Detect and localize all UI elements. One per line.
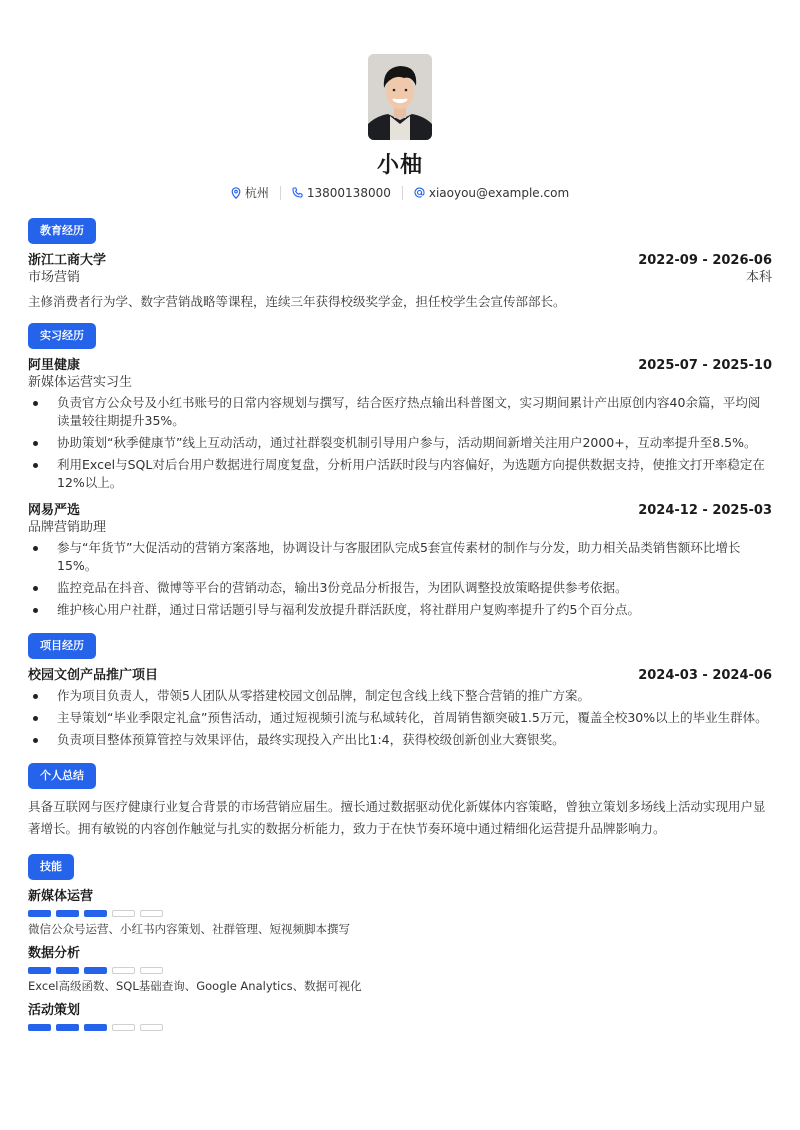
section-title: 项目经历 xyxy=(28,633,96,659)
email-icon xyxy=(414,187,425,198)
section-title: 实习经历 xyxy=(28,323,96,349)
level-segment-filled xyxy=(84,967,107,974)
level-segment-empty xyxy=(140,967,163,974)
school-name: 浙江工商大学 xyxy=(28,253,107,268)
bullet-item: 参与“年货节”大促活动的营销方案落地，协调设计与客服团队完成5套宣传素材的制作与分发，助力相关品类销售额环比增长15%。 xyxy=(28,539,772,575)
internship-date: 2024-12 - 2025-03 xyxy=(638,503,772,518)
profile-photo xyxy=(368,54,432,140)
candidate-name: 小柚 xyxy=(376,153,423,178)
skill-level-bar xyxy=(28,967,772,974)
role: 品牌营销助理 xyxy=(28,520,107,535)
skill-description: Excel高级函数、SQL基础查询、Google Analytics、数据可视化 xyxy=(28,979,362,993)
skill-item xyxy=(28,1002,772,1031)
level-segment-filled xyxy=(84,1024,107,1031)
skill-item xyxy=(28,945,772,994)
degree: 本科 xyxy=(745,270,772,285)
bullet-item: 维护核心用户社群，通过日常话题引导与福利发放提升群活跃度，将社群用户复购率提升了约5个百分点。 xyxy=(28,601,772,619)
level-segment-filled xyxy=(56,1024,79,1031)
education-description: 主修消费者行为学、数字营销战略等课程，连续三年获得校级奖学金，担任校学生会宣传部部长。 xyxy=(28,294,566,309)
level-segment-filled xyxy=(28,910,51,917)
contact-email[interactable] xyxy=(414,186,569,200)
bullet-list xyxy=(28,687,772,749)
skill-name: 活动策划 xyxy=(28,1003,81,1018)
bullet-item: 监控竞品在抖音、微博等平台的营销动态，输出3份竞品分析报告，为团队调整投放策略提供参考依据。 xyxy=(28,579,772,597)
skill-level-bar xyxy=(28,1024,772,1031)
skill-name: 数据分析 xyxy=(28,946,81,961)
level-segment-filled xyxy=(56,910,79,917)
bullet-list xyxy=(28,394,772,492)
section-internship xyxy=(28,323,772,619)
level-segment-empty xyxy=(112,1024,135,1031)
contact-phone[interactable] xyxy=(292,186,391,200)
summary-text: 具备互联网与医疗健康行业复合背景的市场营销应届生。擅长通过数据驱动优化新媒体内容策略，曾独立策划多场线上活动实现用户显著增长。拥有敏锐的内容创作触觉与扎实的数据分析能力，致力于在快节奏环境中通过精细化运营提升品牌影响力。 xyxy=(28,799,766,836)
skill-item xyxy=(28,888,772,937)
divider xyxy=(402,186,403,200)
company-name: 网易严选 xyxy=(28,503,81,518)
level-segment-empty xyxy=(140,910,163,917)
skill-description: 微信公众号运营、小红书内容策划、社群管理、短视频脚本撰写 xyxy=(28,922,350,936)
skill-level-bar xyxy=(28,910,772,917)
location-text: 杭州 xyxy=(244,186,269,200)
company-name: 阿里健康 xyxy=(28,358,81,373)
bullet-item: 协助策划“秋季健康节”线上互动活动，通过社群裂变机制引导用户参与，活动期间新增关注用户2000+，互动率提升至8.5%。 xyxy=(28,434,772,452)
portrait-image xyxy=(368,54,432,140)
internship-item xyxy=(28,502,772,619)
role: 新媒体运营实习生 xyxy=(28,375,133,390)
project-name: 校园文创产品推广项目 xyxy=(28,668,159,683)
section-summary xyxy=(28,763,772,840)
section-education xyxy=(28,218,772,313)
contact-info xyxy=(28,184,772,201)
skill-name: 新媒体运营 xyxy=(28,889,94,904)
contact-location xyxy=(231,184,269,201)
resume-header xyxy=(28,0,772,201)
bullet-item: 主导策划“毕业季限定礼盒”预售活动，通过短视频引流与私域转化，首周销售额突破1.5万元，覆盖全校30%以上的毕业生群体。 xyxy=(28,709,772,727)
bullet-item: 利用Excel与SQL对后台用户数据进行周度复盘，分析用户活跃时段与内容偏好，为选题方向提供数据支持，使推文打开率稳定在12%以上。 xyxy=(28,456,772,492)
major: 市场营销 xyxy=(28,270,81,285)
bullet-item: 负责项目整体预算管控与效果评估，最终实现投入产出比1:4，获得校级创新创业大赛银奖。 xyxy=(28,731,772,749)
phone-icon xyxy=(292,187,303,198)
level-segment-filled xyxy=(28,967,51,974)
bullet-item: 作为项目负责人，带领5人团队从零搭建校园文创品牌，制定包含线上线下整合营销的推广方案。 xyxy=(28,687,772,705)
divider xyxy=(280,186,281,200)
bullet-list xyxy=(28,539,772,619)
bullet-item: 负责官方公众号及小红书账号的日常内容规划与撰写，结合医疗热点输出科普图文，实习期间累计产出原创内容40余篇，平均阅读量较往期提升35%。 xyxy=(28,394,772,430)
section-title: 教育经历 xyxy=(28,218,96,244)
section-title: 技能 xyxy=(28,854,74,880)
internship-item xyxy=(28,357,772,492)
project-item xyxy=(28,667,772,749)
internship-date: 2025-07 - 2025-10 xyxy=(638,358,772,373)
level-segment-empty xyxy=(112,910,135,917)
level-segment-empty xyxy=(140,1024,163,1031)
email-text: xiaoyou@example.com xyxy=(428,185,570,200)
project-date: 2024-03 - 2024-06 xyxy=(638,668,772,683)
location-icon xyxy=(231,187,241,199)
level-segment-filled xyxy=(28,1024,51,1031)
section-projects xyxy=(28,633,772,749)
education-date: 2022-09 - 2026-06 xyxy=(638,253,772,268)
education-item xyxy=(28,252,772,313)
section-title: 个人总结 xyxy=(28,763,96,789)
level-segment-filled xyxy=(56,967,79,974)
section-skills xyxy=(28,854,772,1031)
phone-text: 13800138000 xyxy=(306,185,391,200)
level-segment-filled xyxy=(84,910,107,917)
level-segment-empty xyxy=(112,967,135,974)
